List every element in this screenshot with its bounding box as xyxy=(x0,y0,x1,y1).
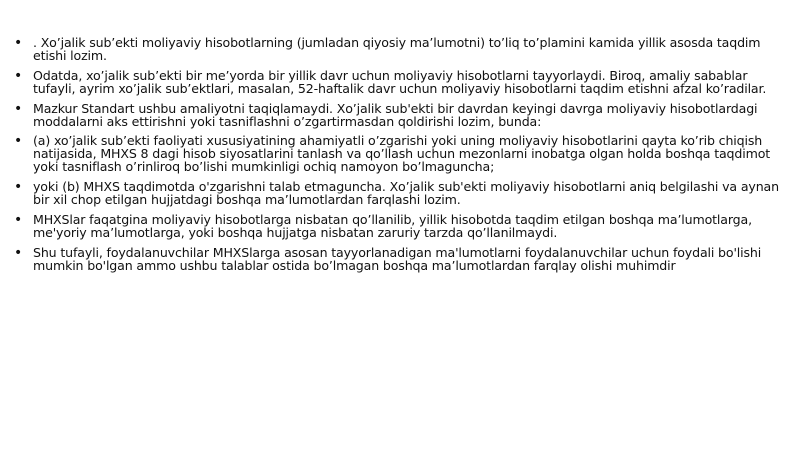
bullet-text: MHXSlar faqatgina moliyaviy hisobotlarga nisbatan qo’llanilib, yillik hisobotda taqdim etilgan boshqa ma’lumotlarga, me'yoriy ma’lumotlarga, yoki boshqa hujjatga nisbatan zaruriy tarzda qo’llanilmaydi. xyxy=(33,211,752,240)
bullet-dot-icon: • xyxy=(14,211,23,228)
bullet-item xyxy=(14,67,790,96)
bullet-text: Odatda, xo’jalik sub’ekti bir me’yorda bir yillik davr uchun moliyaviy hisobotlarni tayyorlaydi. Biroq, amaliy sabablar tufayli, ayrim xo’jalik sub’ektlari, masalan, 52-haftalik davr uchun moliyaviy hisobotlarni taqdim etishni afzal ko’radilar. xyxy=(33,67,767,96)
bullet-text: Shu tufayli, foydalanuvchilar MHXSlarga asosan tayyorlanadigan ma'lumotlarni foydalanuvchilar uchun foydali bo'lishi mumkin bo'lgan ammo ushbu talablar ostida bo’lmagan boshqa ma’lumotlardan farqlay olishi muhimdir xyxy=(33,244,762,273)
bullet-dot-icon: • xyxy=(14,133,23,150)
bullet-item xyxy=(14,181,790,207)
bullet-item xyxy=(14,37,790,63)
bullet-text: Mazkur Standart ushbu amaliyotni taqiqlamaydi. Xo’jalik sub'ekti bir davrdan keyingi davrga moliyaviy hisobotlardagi moddalarni aks ettirishni yoki tasniflashni o’zgartirmasdan qoldirishi lozim, bunda: xyxy=(33,100,758,129)
bullet-item xyxy=(14,100,790,129)
bullet-dot-icon: • xyxy=(14,244,23,261)
bullet-item xyxy=(14,211,790,240)
bullet-dot-icon: • xyxy=(14,179,23,196)
bullet-text: yoki (b) MHXS taqdimotda o'zgarishni talab etmaguncha. Xo’jalik sub'ekti moliyaviy hisobotlarni aniq belgilashi va aynan bir xil chop etilgan hujjatdagi boshqa ma’lumotlardan farqlashi lozim. xyxy=(33,179,779,208)
bullet-dot-icon: • xyxy=(14,35,23,51)
bullet-list xyxy=(14,37,790,280)
bullet-item xyxy=(14,135,790,174)
bullet-text: . Xo’jalik sub’ekti moliyaviy hisobotlarning (jumladan qiyosiy ma’lumotni) to’liq to’plamini kamida yillik asosda taqdim etishi lozim. xyxy=(33,35,761,63)
bullet-text: (a) xo’jalik sub’ekti faoliyati xususiyatining ahamiyatli o’zgarishi yoki uning moliyaviy hisobotlarini qayta ko’rib chiqish natijasida, MHXS 8 dagi hisob siyosatlarini tanlash va qo’llash uchun mezonlarni inobatga olgan holda boshqa taqdimot yoki tasniflash o’rinliroq bo’lishi mumkinligi ochiq namoyon bo’lmaguncha; xyxy=(33,133,771,175)
bullet-dot-icon: • xyxy=(14,100,23,117)
bullet-dot-icon: • xyxy=(14,67,23,84)
bullet-item xyxy=(14,244,790,273)
